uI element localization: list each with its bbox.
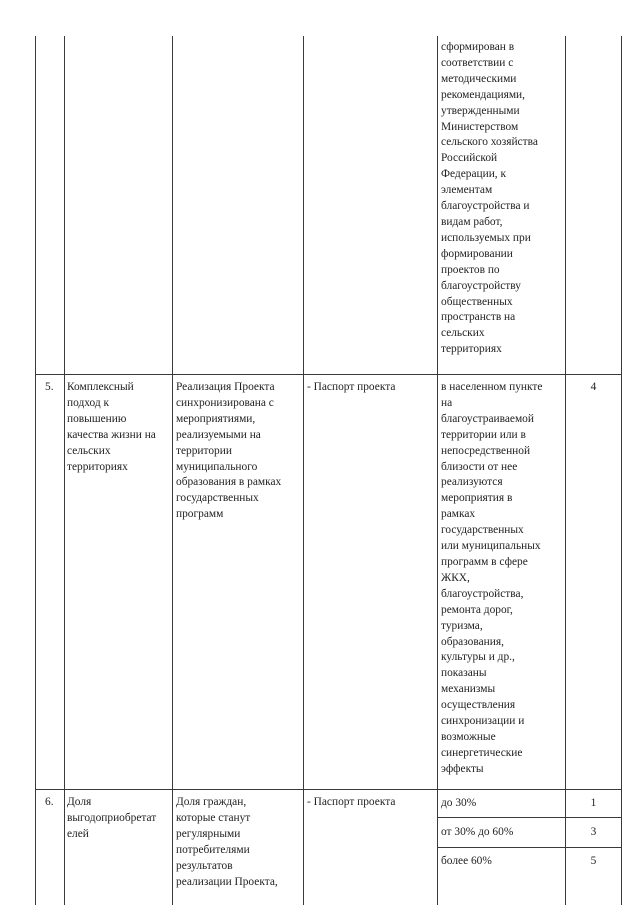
column-divider	[64, 36, 65, 905]
row-number: 5.	[45, 381, 54, 393]
criterion-name: Доля выгодоприобретат елей	[67, 796, 157, 840]
row-divider	[35, 374, 622, 375]
sub-row-divider	[437, 817, 622, 818]
row-divider	[35, 789, 622, 790]
evidence-source: - Паспорт проекта	[307, 796, 396, 808]
criterion-name: Комплексный подход к повышению качества жизни на сельских территориях	[67, 381, 156, 473]
score-value: 1	[590, 797, 597, 809]
criterion-description: Реализация Проекта синхронизирована с мероприятиями, реализуемыми на территории муниципального образования в рамках государственных программ	[176, 381, 282, 521]
table-border-right	[621, 36, 622, 905]
score-value: 4	[590, 381, 597, 393]
criterion-text: сформирован в соответствии с методическими рекомендациями, утвержденными Министерством сельского хозяйства Российской Федерации, к элементам благоустройства и видам работ, используемых при формировании проектов по благоустройству общественных пространств на сельских территориях	[441, 41, 538, 356]
criterion-option: от 30% до 60%	[441, 826, 514, 838]
sub-row-divider	[437, 847, 622, 848]
score-value: 5	[590, 855, 597, 867]
score-value: 3	[590, 826, 597, 838]
criterion-option: более 60%	[441, 855, 492, 867]
column-divider	[303, 36, 304, 905]
criterion-text: в населенном пункте на благоустраиваемой территории или в непосредственной близости от нее реализуются мероприятия в рамках государственных или муниципальных программ в сфере ЖКХ, благоустройства, ремонта дорог, туризма, образования, культуры и др., показаны механизмы осуществления синхронизации и возможные синергетические эффекты	[441, 381, 543, 775]
row-number: 6.	[45, 796, 54, 808]
evidence-source: - Паспорт проекта	[307, 381, 396, 393]
column-divider	[565, 36, 566, 905]
column-divider	[172, 36, 173, 905]
table-border-left	[35, 36, 36, 905]
criterion-option: до 30%	[441, 797, 477, 809]
criterion-description: Доля граждан, которые станут регулярными потребителями результатов реализации Проекта,	[176, 796, 278, 888]
column-divider	[437, 36, 438, 905]
